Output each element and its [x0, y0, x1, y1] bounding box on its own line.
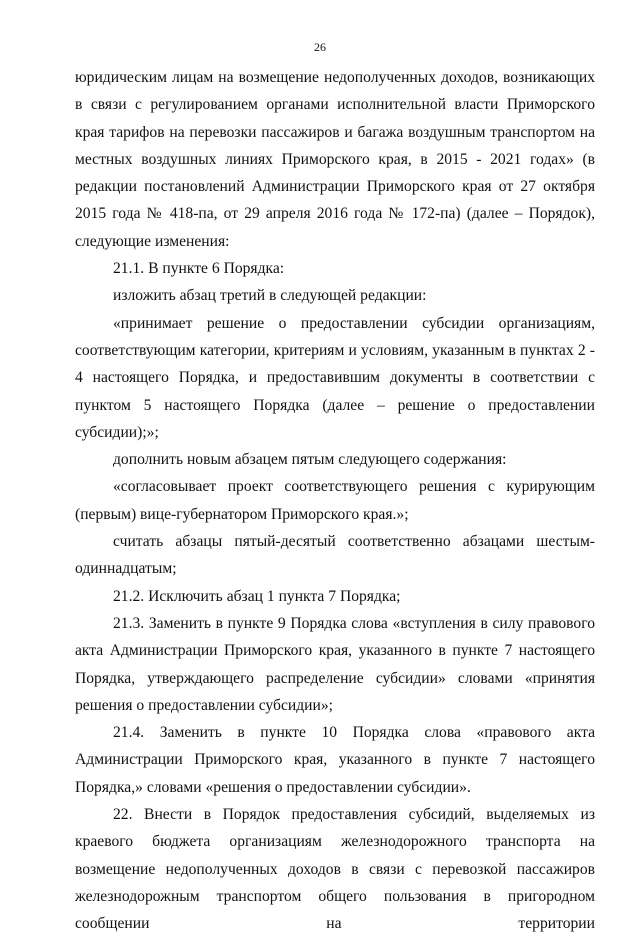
document-body: [75, 64, 595, 938]
paragraph-21-1: 21.1. В пункте 6 Порядка:: [113, 260, 285, 278]
paragraph-quote-decision: «принимает решение о предоставлении субсидии организациям, соответствующим категории, критериям и условиям, указанным в пунктах 2 - 4 настоящего Порядка, и предоставившим документы в соответствии с пунктом 5 настоящего Порядка (далее – решение о предоставлении субсидии);»;: [75, 314, 595, 441]
paragraph-renumber: считать абзацы пятый-десятый соответственно абзацами шестым-одиннадцатым;: [75, 533, 595, 578]
paragraph-21-2: 21.2. Исключить абзац 1 пункта 7 Порядка;: [113, 587, 401, 605]
paragraph-21-4: 21.4. Заменить в пункте 10 Порядка слова «правового акта Администрации Приморского края, указанного в пункте 7 настоящего Порядка,» словами «решения о предоставлении субсидии».: [75, 724, 595, 796]
paragraph-replace-third: изложить абзац третий в следующей редакции:: [113, 287, 427, 305]
page-number: 26: [314, 40, 326, 54]
paragraph-22: 22. Внести в Порядок предоставления субсидий, выделяемых из краевого бюджета организациям железнодорожного транспорта на возмещение недополученных доходов в связи с перевозкой пассажиров железнодорожным транспортом общего пользования в пригородном сообщении на территории: [75, 806, 595, 933]
paragraph-21-3: 21.3. Заменить в пункте 9 Порядка слова «вступления в силу правового акта Администрации Приморского края, указанного в пункте 7 настоящего Порядка, утверждающего распределение субсидии» словами «принятия решения о предоставлении субсидии»;: [75, 614, 595, 714]
paragraph-quote-coordinate: «согласовывает проект соответствующего решения с курирующим (первым) вице-губернатором Приморского края.»;: [75, 478, 595, 523]
paragraph-add-fifth: дополнить новым абзацем пятым следующего содержания:: [113, 451, 507, 469]
paragraph-intro: юридическим лицам на возмещение недополученных доходов, возникающих в связи с регулированием органами исполнительной власти Приморского края тарифов на перевозки пассажиров и багажа воздушным транспортом на местных воздушных линиях Приморского края, в 2015 - 2021 годах» (в редакции постановлений Администрации Приморского края от 27 октября 2015 года № 418-па, от 29 апреля 2016 года № 172-па) (далее – Порядок), следующие изменения:: [75, 69, 595, 250]
